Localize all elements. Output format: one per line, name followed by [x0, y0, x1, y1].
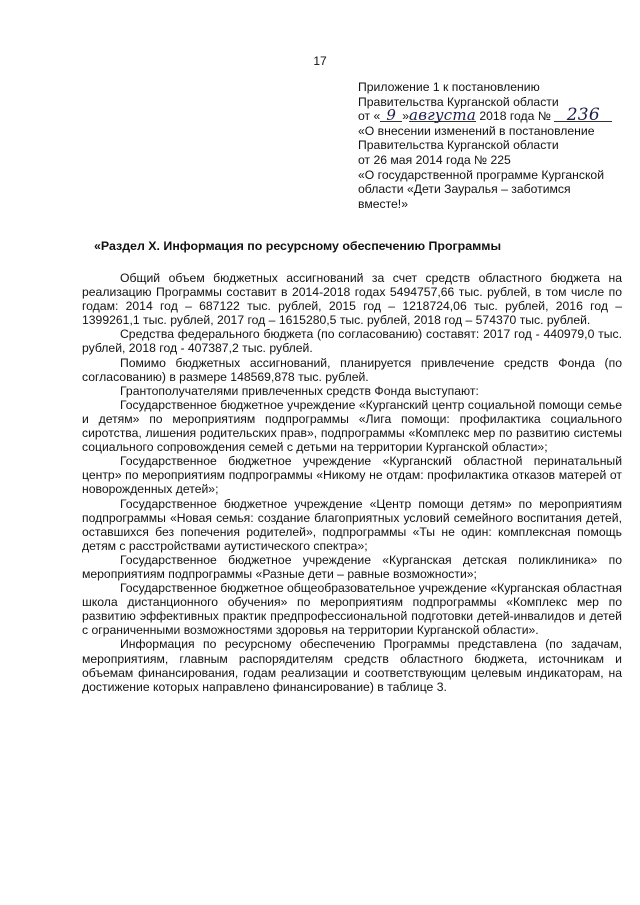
handwritten-day: 9	[380, 109, 402, 122]
appendix-line-6: от 26 мая 2014 года № 225	[358, 152, 511, 167]
appendix-line-2: Правительства Курганской области	[358, 94, 559, 109]
appendix-line-3	[358, 105, 620, 126]
paragraph-recipient-4: Государственное бюджетное учреждение «Курганская детская поликлиника» по мероприятиям подпрограммы «Разные дети – равные возможности»;	[82, 552, 622, 581]
appendix-date-year: 2018 года №	[479, 109, 551, 124]
appendix-line-9: вместе!»	[358, 196, 408, 211]
paragraph-federal-budget: Средства федерального бюджета (по согласованию) составят: 2017 год - 440979,0 тыс. рублей, 2018 год - 407387,2 тыс. рублей.	[82, 327, 622, 356]
section-heading: «Раздел X. Информация по ресурсному обеспечению Программы	[94, 239, 502, 253]
paragraph-total-budget: Общий объем бюджетных ассигнований за счет средств областного бюджета на реализацию Программы составит в 2014-2018 годах 5494757,66 тыс. рублей, в том числе по годам: 2014 год – 687122 тыс. рублей, 2015 год – 1218724,06 тыс. рублей, 2016 год – 1399261,1 тыс. рублей, 2017 год – 1615280,5 тыс. рублей, 2018 год – 574370 тыс. рублей.	[82, 271, 622, 328]
appendix-line-5: Правительства Курганской области	[358, 138, 559, 153]
page-number: 17	[313, 54, 327, 68]
paragraph-grant-recipients: Грантополучателями привлеченных средств Фонда выступают:	[120, 383, 479, 398]
paragraph-recipient-3: Государственное бюджетное учреждение «Центр помощи детям» по мероприятиям подпрограммы «Новая семья: создание благоприятных условий семейного воспитания детей, оставшихся без попечения родителей», подпрограммы «Ты не один: комплексная помощь детям с расстройствами аутистического спектра»;	[82, 496, 622, 553]
appendix-line-4: «О внесении изменений в постановление	[358, 123, 595, 138]
handwritten-number: 236	[554, 109, 612, 122]
appendix-date-mid: »	[402, 109, 410, 124]
appendix-date-prefix: от «	[358, 109, 381, 124]
appendix-line-8: области «Дети Зауралья – заботимся	[358, 182, 571, 197]
handwritten-month: августа	[409, 106, 476, 125]
appendix-block	[358, 80, 620, 211]
appendix-line-1: Приложение 1 к постановлению	[358, 80, 540, 94]
body-text	[82, 271, 622, 694]
paragraph-recipient-2: Государственное бюджетное учреждение «Курганский областной перинатальный центр» по мероприятиям подпрограммы «Никому не отдам: профилактика отказов матерей от новорожденных детей»;	[82, 454, 622, 497]
paragraph-fund-attraction: Помимо бюджетных ассигнований, планируется привлечение средств Фонда (по согласованию) в размере 148569,878 тыс. рублей.	[82, 355, 622, 384]
paragraph-table-reference: Информация по ресурсному обеспечению Программы представлена (по задачам, мероприятиям, главным распорядителям средств областного бюджета, источникам и объемам финансирования, годам реализации и соответствующим целевым индикаторам, на достижение которых направлено финансирование) в таблице 3.	[82, 637, 622, 694]
appendix-line-7: «О государственной программе Курганской	[358, 167, 605, 182]
paragraph-recipient-1: Государственное бюджетное учреждение «Курганский центр социальной помощи семье и детям» по мероприятиям подпрограммы «Лига помощи: профилактика социального сиротства, лишения родительских прав», подпрограммы «Комплекс мер по развитию системы социального сопровождения семей с детьми на территории Курганской области»;	[82, 397, 622, 455]
paragraph-recipient-5: Государственное бюджетное общеобразовательное учреждение «Курганская областная школа дистанционного обучения» по мероприятиям подпрограммы «Комплекс мер по развитию эффективных практик предпрофессиональной подготовки детей-инвалидов и детей с ограниченными возможностями здоровья на территории Курганской области».	[82, 581, 622, 638]
